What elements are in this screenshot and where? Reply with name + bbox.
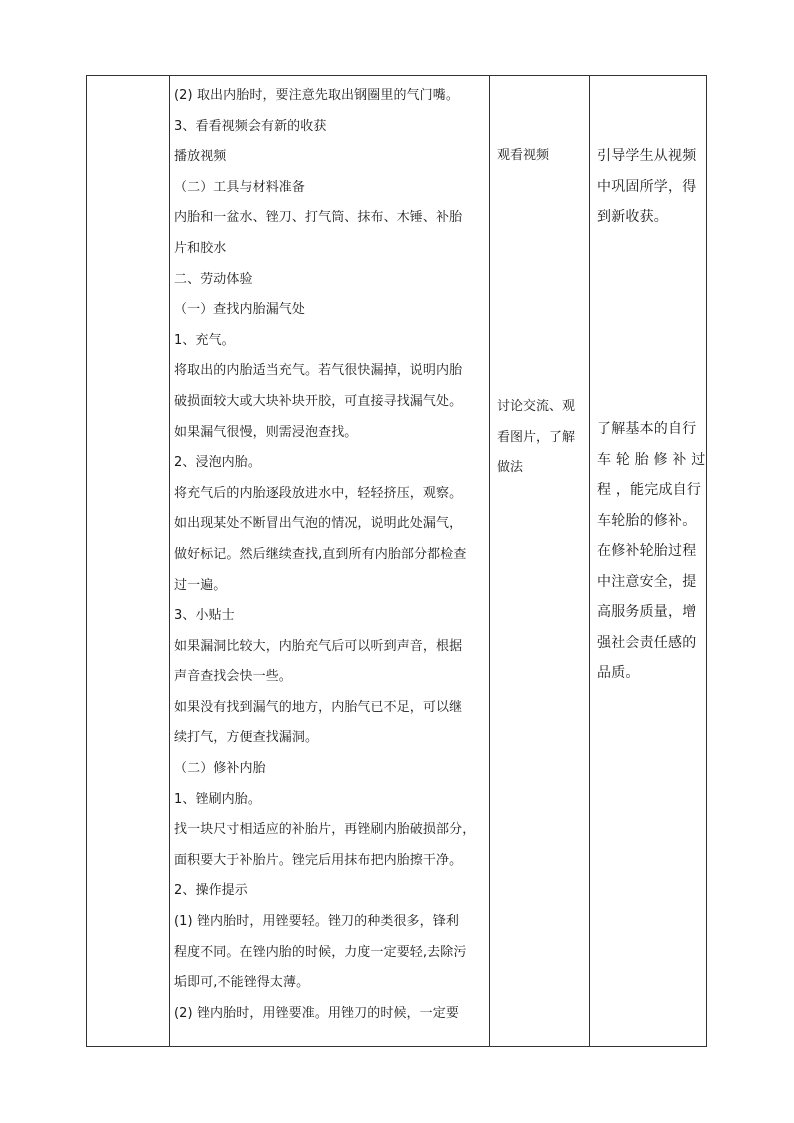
text-line: 中注意安全，提 (597, 573, 697, 590)
text-line: (2) 取出内胎时，要注意先取出钢圈里的气门嘴。 (174, 88, 459, 103)
text-line: 续打气，方便查找漏洞。 (174, 730, 319, 746)
text-line: 3、看看视频会有新的收获 (174, 118, 327, 134)
text-line: 内胎和一盆水、锉刀、打气筒、抹布、木锤、补胎 (174, 210, 463, 226)
text-line: 面积要大于补胎片。锉完后用抹布把内胎擦干净。 (174, 852, 463, 868)
text-line: 在修补轮胎过程 (597, 543, 697, 559)
text-line: 3、小贴士 (174, 608, 235, 624)
text-line: 程度不同。在锉内胎的时候，力度一定要轻,去除污 (174, 944, 467, 960)
text-line: 如出现某处不断冒出气泡的情况，说明此处漏气， (174, 516, 463, 532)
text-line: 到新收获。 (597, 209, 668, 225)
student-activity-block (497, 141, 549, 172)
lesson-plan-table (86, 75, 707, 1047)
text-line: 声音查找会快一些。 (174, 669, 292, 685)
text-line: 2、操作提示 (174, 883, 248, 899)
text-line: （一）查找内胎漏气处 (174, 302, 306, 318)
text-line: 引导学生从视频 (597, 148, 697, 164)
text-line: （二）修补内胎 (174, 761, 266, 777)
design-intent-column (589, 76, 708, 1046)
design-intent-block (597, 414, 705, 689)
text-line: 破损面较大或大块补块开胶，可直接寻找漏气处。 (174, 393, 463, 409)
text-line: 做法 (497, 460, 524, 475)
text-line: 车轮胎的修补。 (597, 512, 697, 529)
text-line: 如果漏洞比较大，内胎充气后可以听到声音，根据 (174, 638, 463, 654)
text-line: 如果漏气很慢，则需浸泡查找。 (174, 424, 358, 440)
text-line: 播放视频 (174, 149, 227, 165)
text-line: 二、劳动体验 (174, 271, 253, 287)
text-line: 垢即可,不能锉得太薄。 (174, 975, 310, 991)
student-activity-column (489, 76, 589, 1046)
text-line: 高服务质量，增 (597, 604, 697, 620)
text-line: 2、浸泡内胎。 (174, 455, 261, 471)
student-activity-block (497, 392, 575, 484)
design-intent-block (597, 141, 696, 233)
text-line: (1) 锉内胎时，用锉要轻。锉刀的种类很多，锋利 (174, 914, 459, 930)
text-line: 将充气后的内胎逐段放进水中，轻轻挤压，观察。 (174, 485, 463, 501)
text-line: 观看视频 (497, 148, 550, 163)
text-line: 过一遍。 (174, 577, 227, 593)
teaching-content-column (169, 76, 489, 1046)
text-line: 品质。 (597, 665, 640, 681)
text-line: 了解基本的自行 (597, 421, 697, 437)
text-line: （二）工具与材料准备 (174, 179, 306, 195)
text-line: 1、充气。 (174, 332, 235, 348)
text-line: 如果没有找到漏气的地方，内胎气已不足，可以继 (174, 699, 463, 715)
text-line: 中巩固所学，得 (597, 178, 697, 195)
text-line: 找一块尺寸相适应的补胎片，再锉刷内胎破损部分， (174, 822, 476, 838)
text-line: 程 ，能完成自行 (597, 482, 702, 498)
text-line: 讨论交流、观 (497, 399, 576, 414)
text-line: 强社会责任感的 (597, 634, 697, 651)
text-line: 做好标记。然后继续查找,直到所有内胎部分都检查 (174, 546, 467, 562)
text-line: (2) 锉内胎时，用锉要准。用锉刀的时候，一定要 (174, 1005, 459, 1021)
text-line: 1、锉刷内胎。 (174, 791, 261, 807)
text-line: 看图片，了解 (497, 429, 576, 445)
text-line: 将取出的内胎适当充气。若气很快漏掉，说明内胎 (174, 363, 463, 379)
text-line: 车 轮 胎 修 补 过 (597, 451, 706, 468)
text-line: 片和胶水 (174, 240, 227, 256)
